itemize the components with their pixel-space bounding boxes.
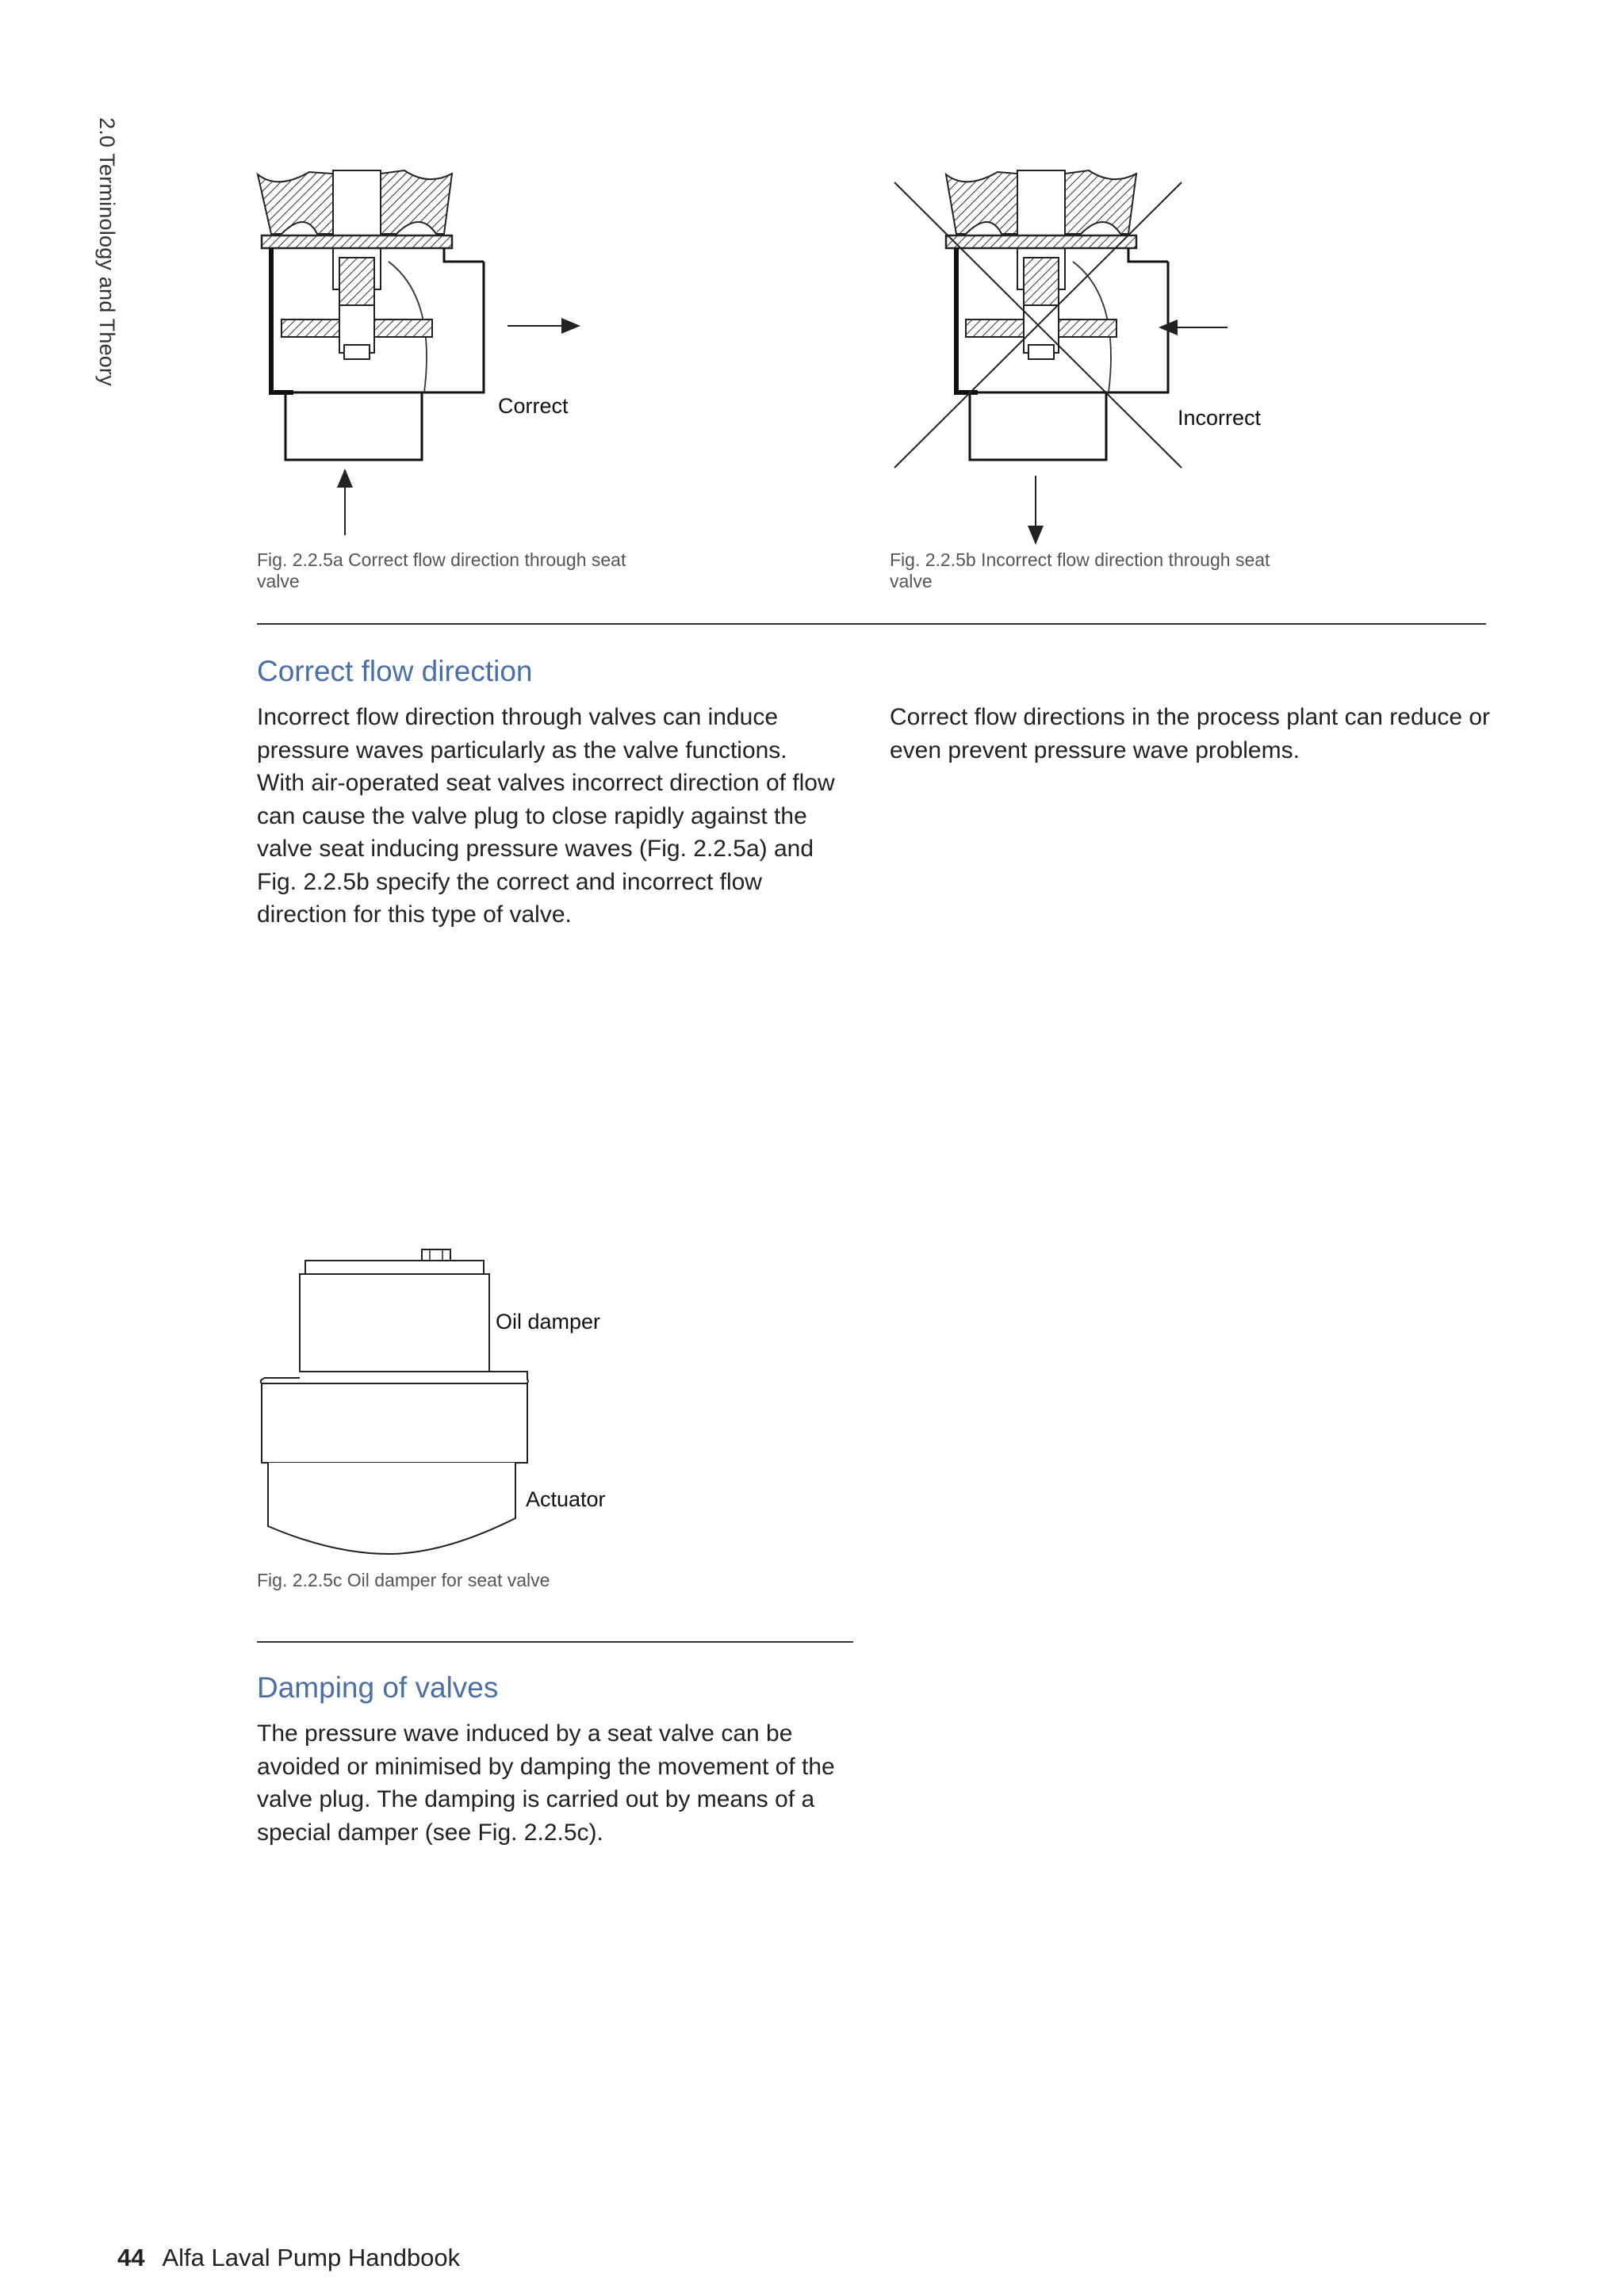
figure-oil-damper — [254, 1241, 539, 1574]
figure-label-oil-damper: Oil damper — [496, 1310, 601, 1334]
figure-caption-c: Fig. 2.2.5c Oil damper for seat valve — [257, 1570, 550, 1590]
page-number: 44 — [117, 2244, 145, 2271]
figure-caption-b: Fig. 2.2.5b Incorrect flow direction through seat valve — [890, 549, 1270, 591]
section-divider-bottom — [257, 1641, 853, 1643]
flow-body-col2: Correct flow directions in the process plant can reduce or even prevent pressure wave problems. — [890, 704, 1491, 763]
section-heading-flow: Correct flow direction — [257, 655, 533, 687]
section-heading-damping: Damping of valves — [257, 1671, 499, 1704]
figure-label-incorrect: Incorrect — [1178, 406, 1262, 430]
figure-correct-flow-valve — [246, 163, 595, 535]
figure-label-actuator: Actuator — [526, 1487, 606, 1511]
publication-title: Alfa Laval Pump Handbook — [162, 2244, 461, 2271]
figure-caption-a: Fig. 2.2.5a Correct flow direction through seat valve — [257, 549, 626, 591]
chapter-side-tab: 2.0 Terminology and Theory — [95, 117, 119, 386]
page-footer — [117, 2244, 460, 2272]
damping-body: The pressure wave induced by a seat valve can be avoided or minimised by damping the movement of the valve plug. The damping is carried out by means of a special damper (see Fig. 2.2.5c). — [257, 1720, 835, 1846]
flow-body-col1: Incorrect flow direction through valves can induce pressure waves particularly as the valve functions. With air-operated seat valves incorrect direction of flow can cause the valve plug to close rapidly against the valve seat inducing pressure waves (Fig. 2.2.5a) and Fig. 2.2.5b specify the correct and incorrect flow direction for this type of valve. — [257, 704, 835, 928]
section-divider-top — [257, 623, 1486, 625]
figure-label-correct: Correct — [498, 394, 569, 418]
figure-incorrect-flow-valve — [887, 163, 1228, 551]
